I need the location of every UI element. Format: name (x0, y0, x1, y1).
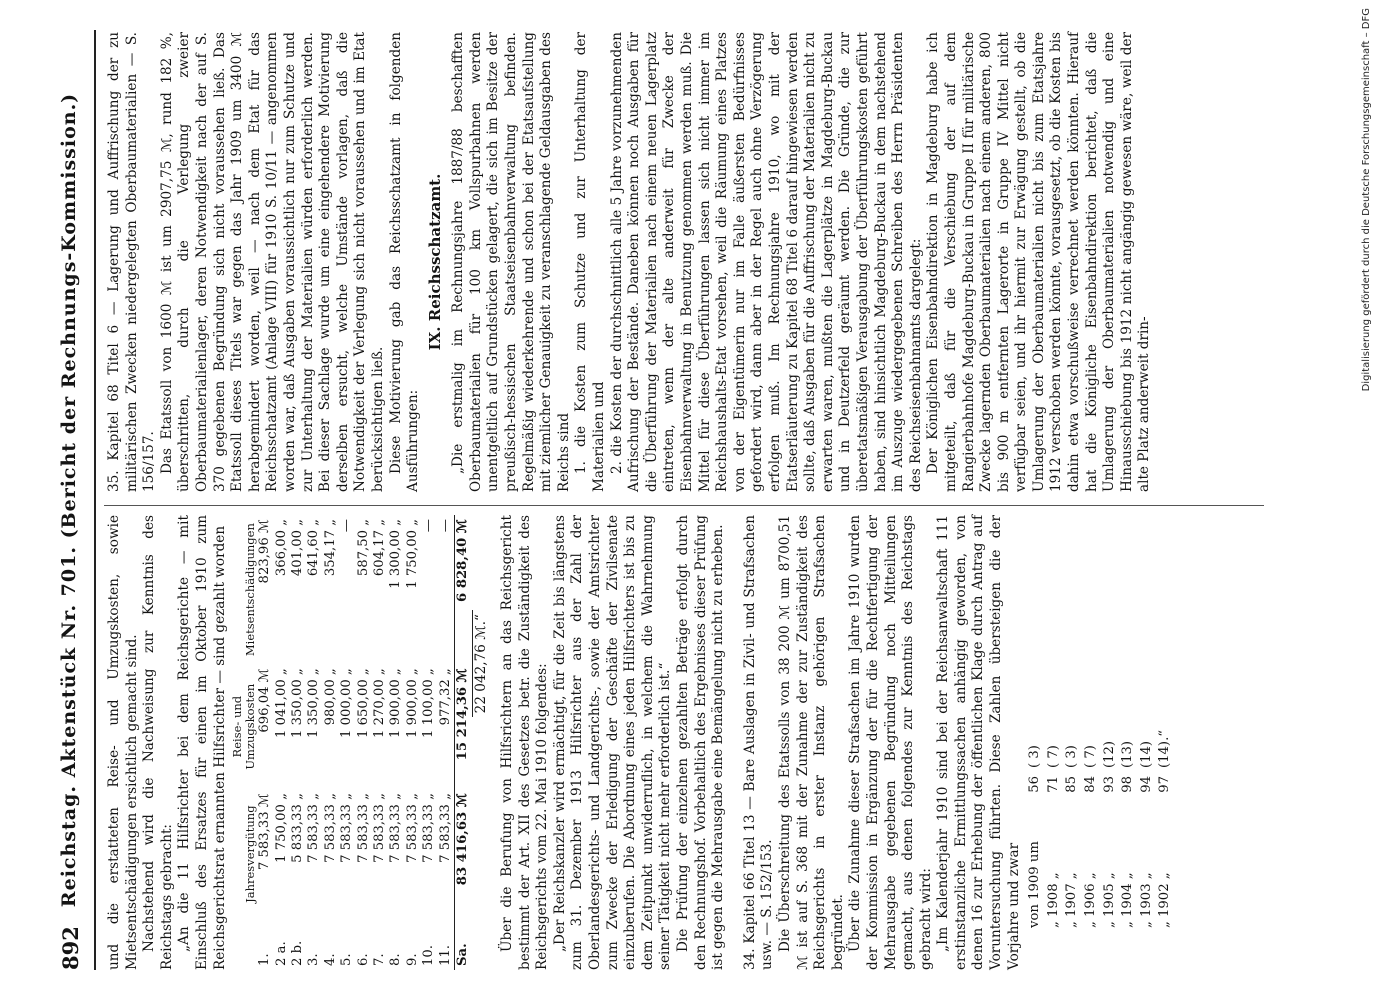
table-row (388, 515, 404, 970)
table-cell: 1 750,00 „ (404, 519, 420, 589)
table-row (274, 515, 290, 970)
table-cell: 11. (437, 945, 453, 966)
table-cell: 604,17 „ (372, 519, 387, 577)
table-cell: — (421, 519, 437, 533)
side-note-strip (1357, 8, 1377, 998)
paragraph: Diese Motivierung gab das Reichsschatzamt in folgenden Ausführungen: (387, 32, 422, 492)
table-cell: 1 650,00 „ (355, 668, 371, 738)
year-cell: (12) (1101, 740, 1117, 768)
table-cell: 1 350,00 „ (306, 668, 322, 738)
table-cell: 7 583,33 „ (404, 793, 420, 863)
year-cell: 98 (1120, 776, 1136, 793)
table-cell: 9. (404, 953, 420, 966)
item-heading: 35. Kapitel 68 Titel 6 — Lagerung und Auffrischung der zu militärischen Zwecken niedergelegten Oberbaumaterialien — S. 156/157. (106, 32, 158, 492)
table-cell: 2 b. (289, 940, 305, 966)
table-cell: 1. (257, 953, 273, 966)
paragraph: Nachstehend wird die Nachweisung zur Kenntnis des Reichstags gebracht: (141, 515, 175, 970)
table-cell: 1 041,00 „ (273, 668, 289, 738)
right-column (106, 32, 1154, 492)
table-row (356, 515, 372, 970)
table-cell: 7 583,33 „ (339, 793, 355, 863)
table-cell: 7 583,33 „ (372, 793, 387, 863)
year-cell: 85 (1064, 776, 1080, 793)
table-cell: 7 583,33 ℳ (257, 793, 273, 871)
list-item (1120, 724, 1137, 928)
table-cell: 7 583,33 „ (421, 793, 437, 863)
section-heading: IX. Reichsschatzamt. (425, 173, 444, 351)
table-cell: 7. (372, 953, 387, 966)
list-item: 2. die Kosten der durchschnittlich alle 5 Jahre vorzunehmenden Aufrischung der Bestände. Daneben können noch Ausgaben für die Überführung der Materialien nach einem neuen Lagerplatz eintreten, wenn der alte anderweit für Zwecke der Eisenbahnverwaltung in Benutzung genommen werden muß. Die Mittel für diese Überführungen lassen sich nicht immer im Reichshaushalts-Etat vorsehen, weil die Räumung eines Platzes von der Eigentümerin nur im Falle äußersten Bedürfnisses gefordert wird, dann aber in der Regel auch ohne Verzögerung erfolgen muß. Im Rechnungsjahre 1910, wo mit der Etatserläuterung zu Kapitel 68 Titel 6 darauf hingewiesen werden sollte, daß Ausgaben für die Auffrischung der Materialien nicht zu erwarten waren, mußten die Lagerplätze in Magdeburg-Buckau und in Deutzerfeld geräumt werden. Die Gründe, die zur überetatsmäßigen Verausgabung der Überführungskosten geführt haben, sind hinsichtlich Magdeburg-Buckau in dem nachstehend im Auszuge wiedergegebenen Schreiben des Herrn Präsidenten des Reichseisenbahnamts dargelegt: (608, 32, 924, 492)
quote-paragraph: „Der Reichskanzler wird ermächtigt, für die Zeit bis längstens zum 31. Dezember 1913 Hilfsrichter aus der Zahl der Oberlandesgerichts- und Landgerichts-, sowie der Amtsrichter zum Zwecke der Erledigung der Geschäfte der Zivilsenate einzuberufen. Die Abordnung eines jeden Hilfsrichters ist bis zu dem Zeitpunkt unwiderruflich, in welchem die Wahrnehmung seiner Tätigkeit nicht mehr erforderlich ist.“ (551, 515, 674, 970)
sum-cell: 83 416,63 ℳ (455, 789, 472, 919)
paragraph: Die Überschreitung des Etatssolls von 38 200 ℳ um 8700,51 ℳ ist auf S. 368 mit der Zunahme der zur Zuständigkeit des Reichsgerichts in erster Instanz gehörigen Strafsachen begründet. (776, 515, 846, 970)
table-cell: 366,00 „ (273, 519, 289, 577)
table-cell: 354,17 „ (322, 519, 338, 577)
table-cell: 1 300,00 „ (388, 519, 404, 589)
year-cell: „ 1902 „ (1157, 872, 1173, 928)
table-cell: — (437, 519, 453, 533)
year-cell: (13) (1120, 740, 1136, 768)
year-cell: ( 3) (1064, 745, 1080, 768)
table-cell: 1 350,00 „ (289, 668, 305, 738)
table-row (290, 515, 306, 970)
list-item (1157, 724, 1174, 928)
year-cell: 94 (1138, 776, 1154, 793)
list-item (1139, 724, 1156, 928)
list-item (1102, 724, 1119, 928)
table-cell: 1 270,00 „ (372, 668, 387, 738)
column-divider (104, 505, 1264, 506)
paragraph: Über die Berufung von Hilfsrichtern an das Reichsgericht bestimmt der Art. XII des Gesetzes betr. die Zuständigkeit des Reichsgerichts vom 22. Mai 1910 folgendes: (499, 515, 551, 970)
year-cell: „ 1905 „ (1101, 872, 1117, 928)
table-cell: 823,96 ℳ (257, 519, 273, 584)
paragraph: „An die 11 Hilfsrichter bei dem Reichsgerichte — mit Einschluß des Ersatzes für einen im Oktober 1910 zum Reichsgerichtsrat ernannten Hilfsrichter — sind gezahlt worden (176, 515, 228, 970)
table-cell: 1 000,00 „ (339, 668, 355, 738)
year-cell: ( 7) (1083, 745, 1099, 768)
table-row (306, 515, 322, 970)
year-cell: „ 1904 „ (1120, 872, 1136, 928)
sum-cell: Sa. (455, 919, 472, 970)
table-row (257, 515, 273, 970)
table-cell: 7 583,33 „ (322, 793, 338, 863)
table-cell: 6. (355, 953, 371, 966)
table-row (438, 515, 455, 970)
table-cell: 7 583,33 „ (388, 793, 404, 863)
table-header: Jahresvergütung (243, 805, 258, 903)
year-cell: ( 3) (1027, 745, 1043, 768)
table-cell: 10. (421, 945, 437, 966)
side-note: Digitalisierung gefördert durch die Deutsche Forschungsgemeinschaft – DFG (1361, 8, 1372, 392)
table-header (231, 919, 257, 970)
table-row (421, 515, 437, 970)
table-cell: 696,04 ℳ (257, 668, 273, 733)
table-cell: 1 900,00 „ (388, 668, 404, 738)
year-cell: „ 1903 „ (1138, 872, 1154, 928)
paragraph: Über die Zunahme dieser Strafsachen im Jahre 1910 wurden der Kommission in Ergänzung der für die Rechtfertigung der Mehrausgabe gegebenen Begründung noch Mitteilungen gemacht, aus denen folgendes zur Kenntnis des Reichstags gebracht wird: (847, 515, 934, 970)
table-total (473, 515, 491, 970)
table-cell: 1 900,00 „ (404, 668, 420, 738)
table-cell: 587,50 „ (355, 519, 371, 577)
total-value: 22 042,76 ℳ.“ (472, 610, 489, 717)
year-cell: „ 1906 „ (1083, 872, 1099, 928)
quote-paragraph: „Die erstmalig im Rechnungsjahre 1887/88 beschafften Oberbaumaterialien für 100 km Vollspurbahnen werden unentgeltlich auf Grundstücken gelagert, die sich im Besitze der preußisch-hessischen Staatseisenbahnverwaltung befinden. Regelmäßig wiederkehrende und schon bei der Etatsaufstellung mit ziemlicher Genauigkeit zu veranschlagende Geldausgaben des Reichs sind (450, 32, 572, 492)
year-cell: 97 (1157, 776, 1173, 793)
list-item (1083, 724, 1100, 928)
header-rule (94, 30, 96, 970)
table-cell: 7 583,33 „ (306, 793, 322, 863)
page-number: 892 (58, 926, 83, 970)
table-cell: 1 750,00 „ (273, 793, 289, 863)
year-comparison-list (1025, 722, 1176, 930)
quote-paragraph: „Im Kalenderjahr 1910 sind bei der Reichsanwaltschaft 111 erstinstanzliche Ermittlungssachen anhängig geworden, von denen 16 zur Erhebung der öffentlichen Klage durch Antrag auf Voruntersuchung führten. Diese Zahlen übersteigen die der Vorjahre und zwar (935, 515, 1022, 970)
table-cell: 4. (322, 953, 338, 966)
payment-table (231, 515, 471, 970)
table-cell: 8. (388, 953, 404, 966)
table-cell: 5 833,33 „ (289, 793, 305, 863)
table-row (405, 515, 421, 970)
page-title: Reichstag. Aktenstück Nr. 701. (Bericht der Rechnungs-Kommission.) (58, 92, 80, 908)
table-cell: 3. (306, 953, 322, 966)
list-item (1046, 724, 1063, 928)
paragraph: Der Königlichen Eisenbahndirektion in Magdeburg habe ich mitgeteilt, daß für die Verschiebung der auf dem Rangierbahnhofe Magdeburg-Buckau in Gruppe II für militärische Zwecke lagernden Oberbaumaterialien nach einem anderen, 800 bis 900 m entfernten Lagerorte in Gruppe IV Mittel nicht verfügbar seien, und ihr hiermit zur Erwägung gestellt, ob die Umlagerung der Oberbaumaterialien nicht bis zum Etatsjahre 1912 verschoben werden könnte, vorausgesetzt, ob die Kosten bis dahin etwa vorschußweise verrechnet werden könnten. Hierauf hat die Königliche Eisenbahndirektion berichtet, daß die Umlagerung der Oberbaumaterialien notwendig und eine Hinausschiebung bis 1912 nicht angängig gewesen wäre, weil der alte Platz anderweit drin- (925, 32, 1153, 492)
item-heading: 34. Kapitel 66 Titel 13 — Bare Auslagen in Zivil- und Strafsachen usw. — S. 152/153. (741, 515, 776, 970)
paragraph: und die erstatteten Reise- und Umzugskosten, sowie Mietsentschädigungen ersichtlich gemacht sind. (106, 515, 140, 970)
table-cell: 977,32 „ (437, 668, 453, 726)
left-column (106, 515, 1178, 970)
table-cell: 2 a. (273, 941, 289, 966)
table-cell: 401,00 „ (289, 519, 305, 577)
year-cell: 93 (1101, 776, 1117, 793)
year-cell: (14).“ (1157, 729, 1173, 768)
sum-cell: 15 214,36 ℳ (455, 664, 472, 789)
table-cell: 641,60 „ (306, 519, 322, 577)
year-cell: „ 1907 „ (1064, 872, 1080, 928)
sum-cell: 6 828,40 ℳ (455, 515, 472, 664)
table-row (339, 515, 355, 970)
table-row (323, 515, 339, 970)
table-cell: 980,00 „ (322, 668, 338, 726)
table-header: Mietsentschädigungen (243, 523, 258, 657)
table-header: Reise- und Umzugskosten (230, 683, 258, 770)
year-cell: 84 (1083, 776, 1099, 793)
year-cell: 71 (1045, 776, 1061, 793)
list-item: 1. die Kosten zum Schutze und zur Unterhaltung der Materialien und (573, 32, 608, 492)
table-cell: 5. (339, 953, 355, 966)
year-cell: (14) (1138, 740, 1154, 768)
page-header (58, 30, 92, 970)
year-cell: 56 (1027, 776, 1043, 793)
list-item (1064, 724, 1081, 928)
paragraph: Die Prüfung der einzelnen gezahlten Beträge erfolgt durch den Rechnungshof. Vorbehaltlich des Ergebnisses dieser Prüfung ist gegen die Mehrausgabe eine Bemängelung nicht zu erheben. (674, 515, 727, 970)
list-item (1027, 724, 1044, 928)
table-cell: — (339, 519, 355, 533)
table-cell: 7 583,33 „ (437, 793, 453, 863)
table-row (372, 515, 388, 970)
paragraph: Das Etatssoll von 1600 ℳ ist um 2907,75 ℳ, rund 182 %, überschritten, durch die Verlegung zweier Oberbaumaterialienlager, deren Notwendigkeit nach der auf S. 370 gegebenen Begründung sich nicht voraussehen ließ. Das Etatssoll dieses Titels war gegen das Jahr 1909 um 3400 ℳ herabgemindert worden, weil — nach dem Etat für das Reichsschatzamt (Anlage VIII) für 1910 S. 10/11 — angenommen worden war, daß Ausgaben voraussichtlich nur zum Schutze und zur Unterhaltung der Materialien würden erforderlich werden. Bei dieser Sachlage wurde um eine eingehendere Motivierung derselben ersucht, welche Umstände vorlagen, daß die Notwendigkeit der Verlegung sich nicht voraussehen und im Etat berücksichtigen ließ. (158, 32, 386, 492)
year-cell: „ 1908 „ (1045, 872, 1061, 928)
table-cell: 1 100,00 „ (421, 668, 437, 738)
table-cell: 7 583,33 „ (355, 793, 371, 863)
table-sum-row (455, 515, 472, 970)
year-cell: ( 7) (1045, 745, 1061, 768)
year-cell: von 1909 um (1027, 841, 1043, 928)
